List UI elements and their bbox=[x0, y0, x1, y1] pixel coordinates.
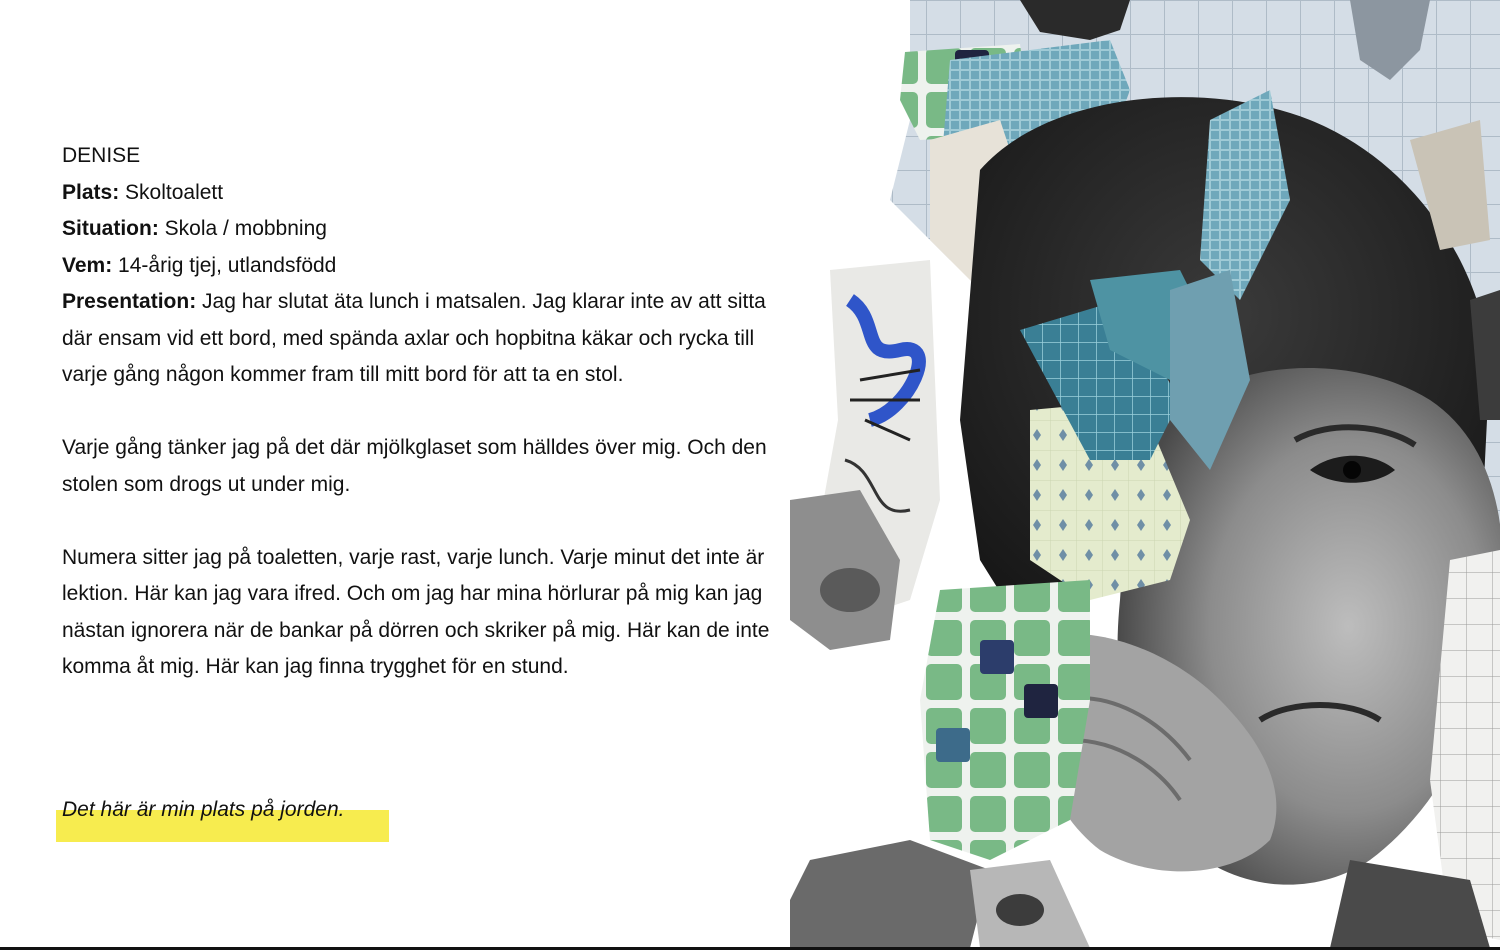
place-line bbox=[62, 175, 782, 212]
profile-text bbox=[62, 138, 782, 686]
who-value: 14-årig tjej, utlandsfödd bbox=[118, 253, 337, 277]
profile-name: DENISE bbox=[62, 144, 141, 167]
collage-image bbox=[790, 0, 1500, 948]
presentation-label: Presentation: bbox=[62, 290, 197, 313]
paragraph-spacer bbox=[62, 394, 782, 431]
who-label: Vem: bbox=[62, 253, 113, 277]
presentation-text: Jag har slutat äta lunch i matsalen. Jag klarar inte av att sitta där ensam vid ett bord, med spända axlar och hopbitna käkar och rycka till varje gång någon kommer fram till mitt bord för att ta en stol. bbox=[62, 290, 766, 386]
situation-value: Skola / mobbning bbox=[164, 217, 327, 240]
place-value: Skoltoalett bbox=[125, 180, 224, 204]
tagline-block bbox=[56, 796, 389, 842]
situation-line bbox=[62, 211, 782, 248]
presentation-paragraph bbox=[62, 284, 782, 394]
tagline: Det här är min plats på jorden. bbox=[62, 798, 345, 821]
who-line bbox=[62, 248, 782, 285]
body-paragraph-3: Numera sitter jag på toaletten, varje rast, varje lunch. Varje minut det inte är lektion. Här kan jag vara ifred. Och om jag har mina hörlurar på mig kan jag nästan ignorera när de bankar på dörren och skriker på mig. Här kan de inte komma åt mig. Här kan jag finna trygghet för en stund. bbox=[62, 545, 770, 678]
body-paragraph-2: Varje gång tänker jag på det där mjölkglaset som hälldes över mig. Och den stolen som drogs ut under mig. bbox=[62, 436, 767, 496]
situation-label: Situation: bbox=[62, 217, 159, 240]
paragraph-spacer bbox=[62, 503, 782, 540]
place-label: Plats: bbox=[62, 180, 120, 204]
collage-illustration bbox=[790, 0, 1500, 948]
